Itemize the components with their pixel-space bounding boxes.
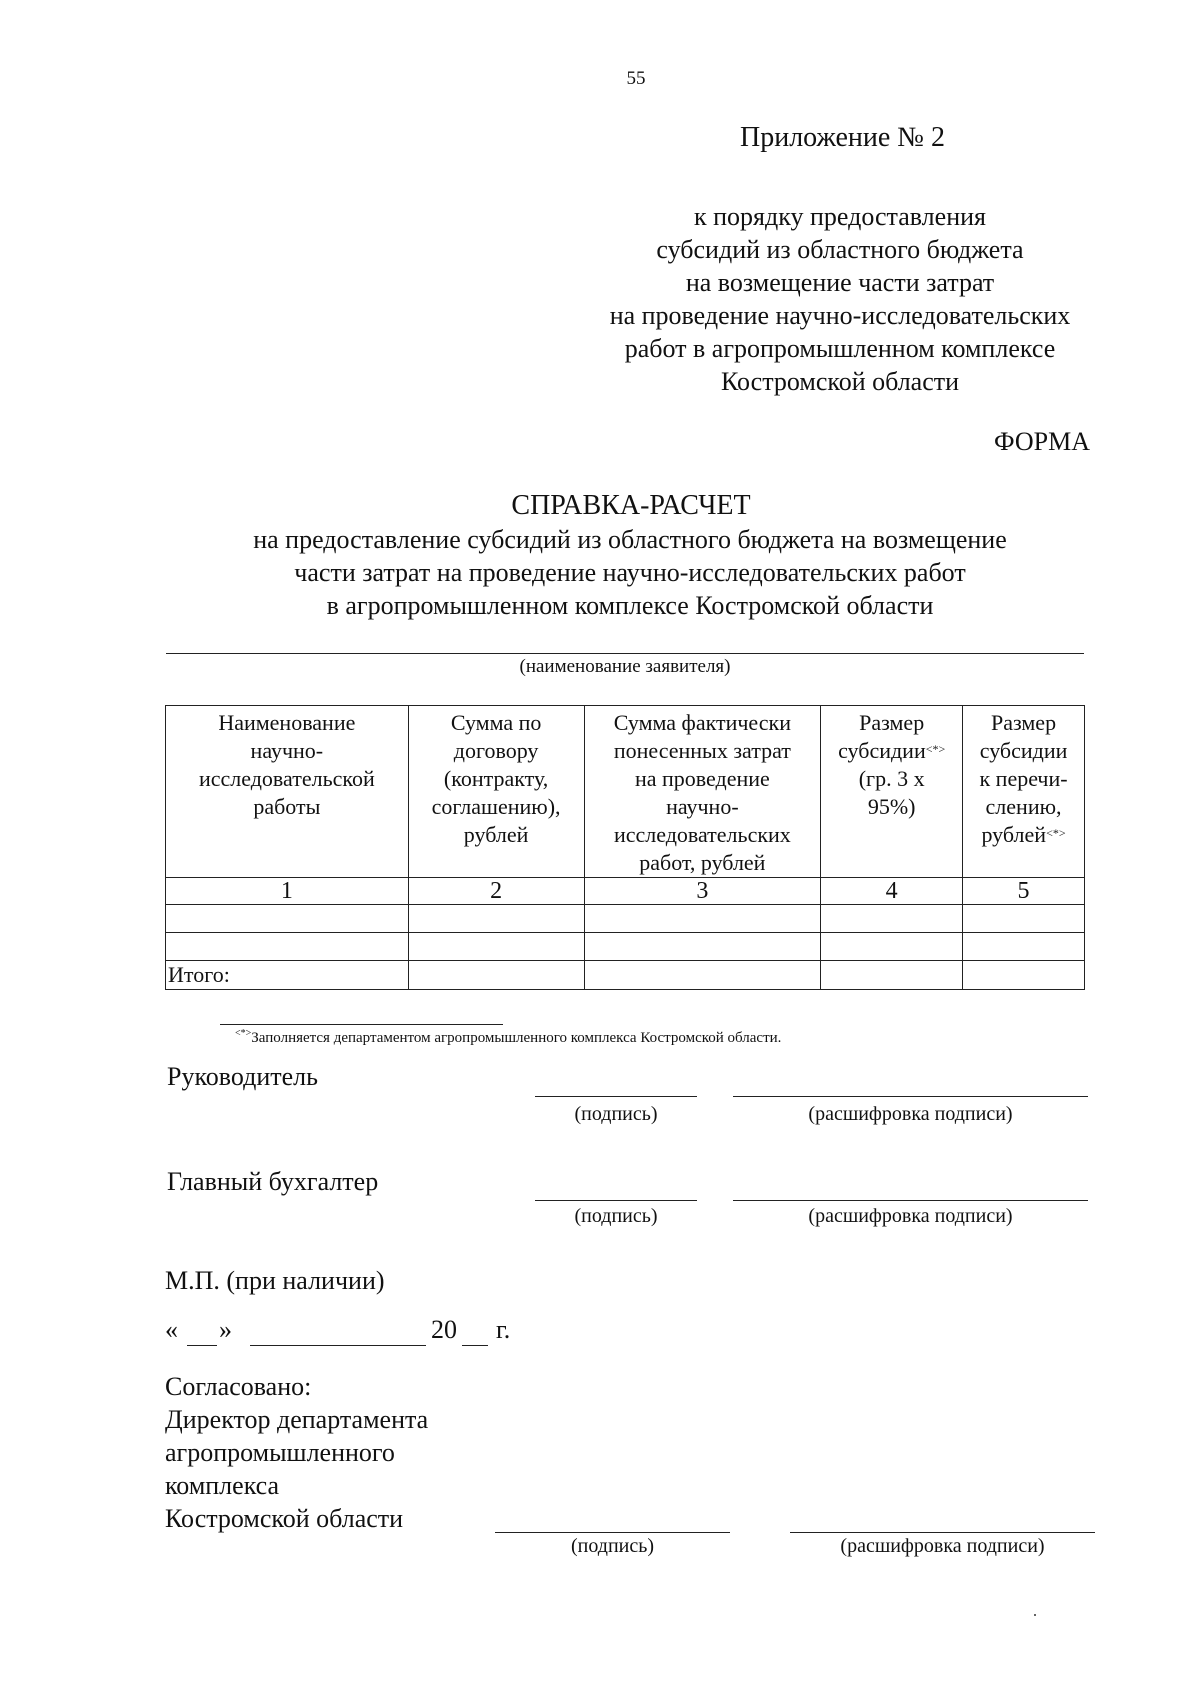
approval-line: Директор департамента bbox=[165, 1405, 429, 1434]
table-cell[interactable] bbox=[963, 933, 1085, 961]
appendix-line: работ в агропромышленном комплексе bbox=[624, 334, 1056, 363]
column-number: 2 bbox=[408, 878, 584, 905]
head-decode-caption: (расшифровка подписи) bbox=[808, 1103, 1013, 1125]
date-day-line[interactable] bbox=[187, 1345, 217, 1346]
footnote-mark: <*> bbox=[1046, 826, 1066, 840]
total-label: Итого: bbox=[166, 961, 409, 990]
date-close-quote: » bbox=[219, 1315, 232, 1344]
document-title: СПРАВКА-РАСЧЕТ bbox=[511, 490, 751, 521]
header-col-2: Сумма по договору (контракту, соглашению), рублей bbox=[408, 706, 584, 878]
subtitle-line: в агропромышленном комплексе Костромской области bbox=[326, 591, 934, 620]
table-cell[interactable] bbox=[166, 933, 409, 961]
subtitle-line: на предоставление субсидий из областного бюджета на возмещение bbox=[253, 525, 1007, 554]
footnote-mark: <*> bbox=[235, 1028, 252, 1039]
header-col-1: Наименование научно- исследовательской работы bbox=[166, 706, 409, 878]
approval-sign-caption: (подпись) bbox=[570, 1535, 655, 1557]
column-number: 4 bbox=[821, 878, 963, 905]
appendix-line: Костромской области bbox=[720, 367, 960, 396]
table-row bbox=[166, 933, 1085, 961]
total-row bbox=[166, 961, 1085, 990]
table-cell[interactable] bbox=[821, 933, 963, 961]
approval-line: Согласовано: bbox=[165, 1372, 312, 1401]
table-cell[interactable] bbox=[408, 933, 584, 961]
head-decode-line[interactable] bbox=[733, 1096, 1088, 1097]
table-cell[interactable] bbox=[584, 961, 821, 990]
appendix-line: субсидий из областного бюджета bbox=[656, 235, 1024, 264]
table-cell[interactable] bbox=[821, 961, 963, 990]
date-year-prefix: 20 bbox=[431, 1315, 457, 1344]
footnote-mark: <*> bbox=[925, 742, 946, 756]
date-month-line[interactable] bbox=[250, 1345, 426, 1346]
table-cell[interactable] bbox=[821, 905, 963, 933]
stamp-label: М.П. (при наличии) bbox=[165, 1266, 385, 1295]
form-label: ФОРМА bbox=[994, 427, 1090, 456]
appendix-title: Приложение № 2 bbox=[740, 122, 945, 153]
approval-line: комплекса bbox=[165, 1471, 280, 1500]
head-sign-caption: (подпись) bbox=[574, 1103, 658, 1125]
appendix-line: на проведение научно-исследовательских bbox=[609, 301, 1071, 330]
header-col-4: Размер субсидии<*> (гр. 3 х 95%) bbox=[821, 706, 963, 878]
appendix-description bbox=[560, 200, 1120, 398]
table-cell[interactable] bbox=[963, 961, 1085, 990]
approval-line: Костромской области bbox=[165, 1504, 404, 1533]
accountant-decode-caption: (расшифровка подписи) bbox=[808, 1205, 1013, 1227]
footnote bbox=[235, 1028, 781, 1047]
table-cell[interactable] bbox=[408, 905, 584, 933]
approval-block bbox=[165, 1370, 428, 1535]
footnote-divider bbox=[220, 1024, 503, 1025]
approval-line: агропромышленного bbox=[165, 1438, 395, 1467]
date-year-line[interactable] bbox=[462, 1345, 488, 1346]
appendix-line: на возмещение части затрат bbox=[685, 268, 995, 297]
column-number: 5 bbox=[963, 878, 1085, 905]
table-cell[interactable] bbox=[166, 905, 409, 933]
table-header-row bbox=[166, 706, 1085, 878]
table-cell[interactable] bbox=[408, 961, 584, 990]
approval-signature-line[interactable] bbox=[495, 1532, 730, 1533]
table-cell[interactable] bbox=[584, 905, 821, 933]
calculation-table bbox=[165, 705, 1085, 990]
head-signature-line[interactable] bbox=[535, 1096, 697, 1097]
accountant-sign-caption: (подпись) bbox=[574, 1205, 658, 1227]
column-number-row bbox=[166, 878, 1085, 905]
date-open-quote: « bbox=[165, 1315, 178, 1344]
head-label: Руководитель bbox=[167, 1062, 318, 1091]
approval-decode-caption: (расшифровка подписи) bbox=[840, 1535, 1045, 1557]
footnote-text: Заполняется департаментом агропромышленного комплекса Костромской области. bbox=[251, 1030, 782, 1046]
applicant-name-line[interactable] bbox=[166, 653, 1084, 654]
header-col-5: Размер субсидии к перечи- слению, рублей<*> bbox=[963, 706, 1085, 878]
table-cell[interactable] bbox=[963, 905, 1085, 933]
table-row bbox=[166, 905, 1085, 933]
appendix-line: к порядку предоставления bbox=[694, 202, 986, 231]
accountant-signature-line[interactable] bbox=[535, 1200, 697, 1201]
table-cell[interactable] bbox=[584, 933, 821, 961]
accountant-decode-line[interactable] bbox=[733, 1200, 1088, 1201]
column-number: 3 bbox=[584, 878, 821, 905]
header-col-3: Сумма фактически понесенных затрат на проведение научно- исследовательских работ, рублей bbox=[584, 706, 821, 878]
applicant-caption: (наименование заявителя) bbox=[519, 656, 731, 677]
approval-decode-line[interactable] bbox=[790, 1532, 1095, 1533]
column-number: 1 bbox=[166, 878, 409, 905]
document-subtitle bbox=[190, 523, 1070, 622]
page-number: 55 bbox=[626, 68, 646, 89]
date-year-suffix: г. bbox=[496, 1315, 511, 1344]
accountant-label: Главный бухгалтер bbox=[167, 1167, 379, 1196]
subtitle-line: части затрат на проведение научно-исследовательских работ bbox=[294, 558, 966, 587]
scan-speck bbox=[1034, 1614, 1036, 1616]
